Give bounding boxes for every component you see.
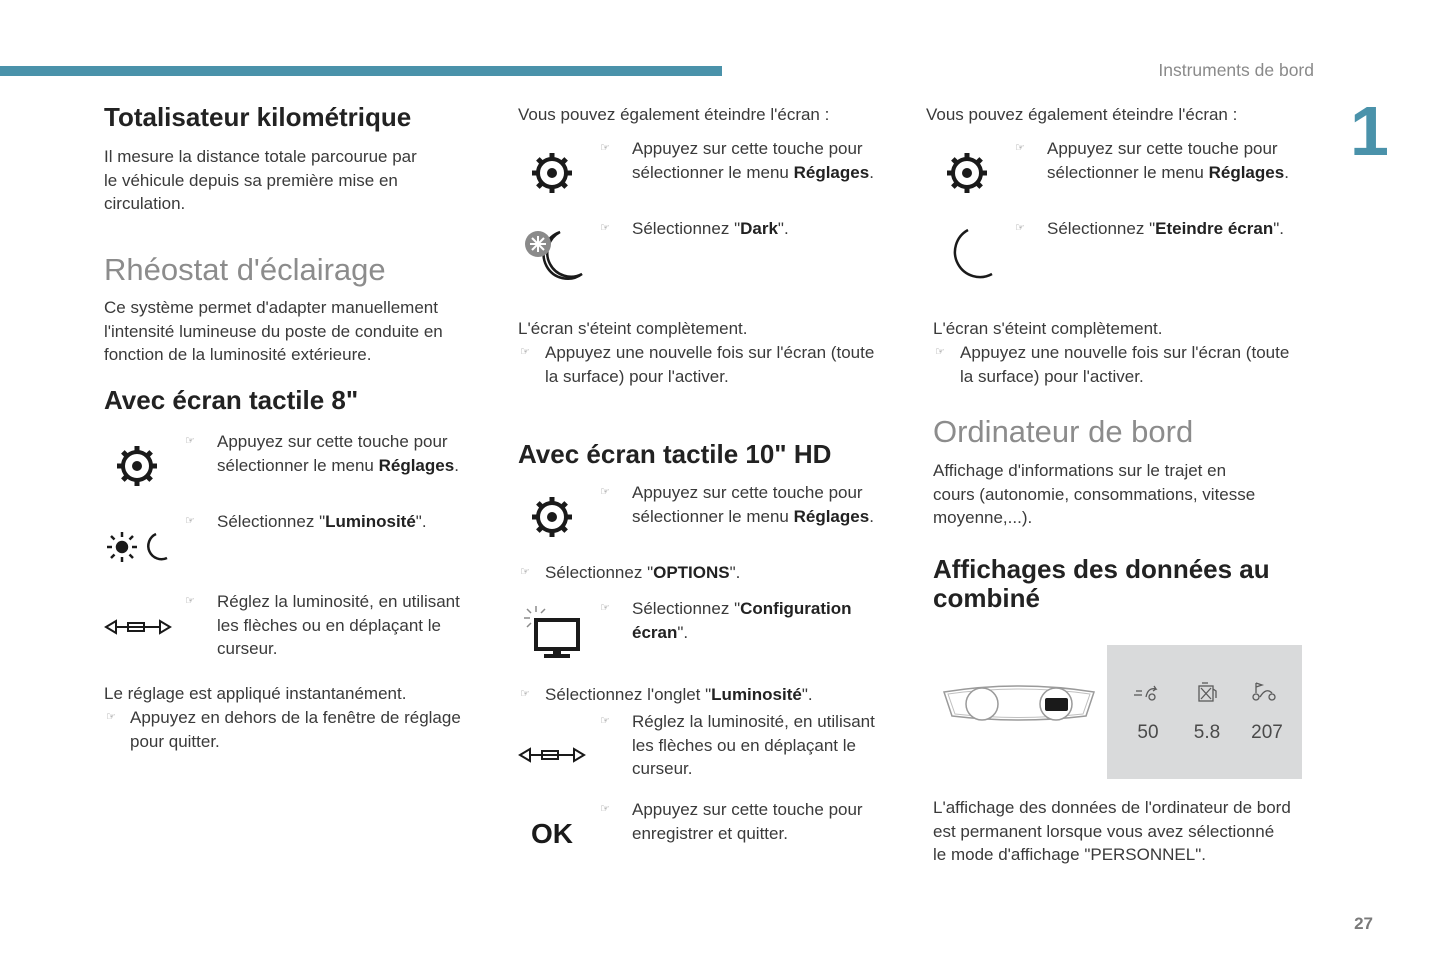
step-text — [632, 710, 875, 781]
text-run: ". — [777, 219, 789, 238]
rheostat-line: l'intensité lumineuse du poste de conduite en — [104, 321, 443, 341]
slider-arrows-icon — [104, 618, 172, 636]
brightness-sun-moon-icon — [104, 528, 170, 566]
menu-name: Réglages — [378, 455, 455, 475]
step-line: Réglez la luminosité, en utilisant — [217, 592, 460, 611]
hand-pointer-icon: ☞ — [600, 486, 610, 498]
gear-icon — [530, 151, 574, 195]
text-run: Sélectionnez " — [545, 563, 654, 582]
screen-off-text: L'écran s'éteint complètement. — [518, 319, 748, 338]
step-line — [632, 621, 852, 645]
reactivate-text — [545, 341, 874, 388]
step-line: Appuyez sur cette touche pour — [217, 432, 448, 451]
step-line: Appuyez en dehors de la fenêtre de réglage — [130, 708, 461, 727]
range-icon — [1132, 683, 1162, 703]
text-run: sélectionner le menu — [632, 506, 794, 526]
text-run: ". — [677, 622, 689, 642]
text-run: Sélectionnez " — [632, 599, 741, 618]
step-line: Appuyez sur cette touche pour — [1047, 139, 1278, 158]
step-text — [632, 217, 789, 241]
step-line: Affichage d'informations sur le trajet en — [933, 461, 1227, 480]
dark-mode-moon-icon — [522, 228, 586, 284]
text-run: Sélectionnez l'onglet " — [545, 685, 712, 704]
fuel-consumption-icon — [1195, 681, 1219, 703]
step-line: les flèches ou en déplaçant le — [632, 735, 856, 755]
hand-pointer-icon: ☞ — [600, 602, 610, 614]
hand-pointer-icon: ☞ — [935, 346, 945, 358]
step-text — [545, 683, 813, 707]
hand-pointer-icon: ☞ — [600, 222, 610, 234]
step-text — [632, 137, 874, 184]
menu-name: Réglages — [1208, 162, 1285, 182]
option-name: écran — [632, 622, 678, 642]
text-run: . — [454, 455, 459, 475]
moon-icon — [940, 226, 996, 284]
step-line: Appuyez sur cette touche pour — [632, 800, 863, 819]
step-line: la surface) pour l'activer. — [545, 366, 729, 386]
option-name: Luminosité — [325, 512, 416, 531]
text-run: . — [869, 162, 874, 182]
cluster-display-title — [933, 555, 1270, 613]
hand-pointer-icon: ☞ — [520, 566, 530, 578]
step-line — [217, 454, 459, 478]
trip-computer-title: Ordinateur de bord — [933, 414, 1194, 449]
rheostat-line: Ce système permet d'adapter manuellement — [104, 298, 438, 317]
permanent-display-text — [933, 796, 1291, 867]
screen-config-icon — [520, 604, 584, 660]
ok-button-icon: OK — [531, 818, 573, 849]
hand-pointer-icon: ☞ — [520, 688, 530, 700]
gear-icon — [945, 151, 989, 195]
text-run: . — [869, 506, 874, 526]
cluster-lcd-panel — [1107, 645, 1302, 779]
option-name: Configuration — [740, 599, 852, 618]
reactivate-text — [960, 341, 1289, 388]
hand-pointer-icon: ☞ — [1015, 222, 1025, 234]
text-run: Sélectionnez " — [217, 512, 326, 531]
step-line: moyenne,...). — [933, 508, 1033, 528]
rheostat-title: Rhéostat d'éclairage — [104, 252, 386, 287]
text-run: Sélectionnez " — [1047, 219, 1156, 238]
text-run: sélectionner le menu — [217, 455, 379, 475]
step-line — [632, 597, 852, 621]
option-name: Dark — [740, 219, 778, 238]
text-run: . — [1284, 162, 1289, 182]
text-run: Sélectionnez " — [632, 219, 741, 238]
option-name: Eteindre écran — [1155, 219, 1274, 238]
screen10-title: Avec écran tactile 10" HD — [518, 439, 832, 469]
hand-pointer-icon: ☞ — [1015, 142, 1025, 154]
step-text — [632, 597, 852, 644]
switch-off-intro: Vous pouvez également éteindre l'écran : — [518, 105, 830, 124]
step-line: curseur. — [632, 759, 693, 779]
gear-icon — [530, 495, 574, 539]
instrument-cluster-illustration — [940, 682, 1098, 724]
step-line — [1047, 161, 1289, 185]
slider-arrows-icon — [518, 746, 586, 764]
text-run: ". — [801, 685, 813, 704]
chapter-number: 1 — [1350, 92, 1389, 170]
section-header: Instruments de bord — [1158, 60, 1314, 80]
text-run: ". — [729, 563, 741, 582]
gear-icon — [115, 444, 159, 488]
lcd-value-distance: 207 — [1251, 722, 1283, 743]
odometer-line: circulation. — [104, 194, 186, 214]
step-text — [217, 590, 460, 661]
rheostat-text — [104, 296, 443, 367]
menu-name: Réglages — [793, 506, 870, 526]
header-accent-bar — [0, 66, 722, 76]
odometer-line: le véhicule depuis sa première mise en — [104, 170, 398, 190]
step-line: Réglez la luminosité, en utilisant — [632, 712, 875, 731]
step-text — [1047, 137, 1289, 184]
switch-off-intro: Vous pouvez également éteindre l'écran : — [926, 105, 1238, 124]
hand-pointer-icon: ☞ — [106, 711, 116, 723]
step-line — [632, 161, 874, 185]
step-text — [1047, 217, 1284, 241]
title-line: Affichages des données au — [933, 554, 1270, 584]
step-text — [632, 481, 874, 528]
step-line: Appuyez sur cette touche pour — [632, 139, 863, 158]
quit-text — [130, 706, 461, 753]
step-line: est permanent lorsque vous avez sélectionné — [933, 821, 1275, 841]
hand-pointer-icon: ☞ — [520, 346, 530, 358]
hand-pointer-icon: ☞ — [600, 142, 610, 154]
hand-pointer-icon: ☞ — [185, 515, 195, 527]
step-line: cours (autonomie, consommations, vitesse — [933, 484, 1256, 504]
applied-text: Le réglage est appliqué instantanément. — [104, 684, 407, 703]
page-number: 27 — [1354, 914, 1373, 933]
rheostat-line: fonction de la luminosité extérieure. — [104, 345, 372, 365]
step-line: Appuyez une nouvelle fois sur l'écran (toute — [545, 343, 875, 362]
screen-off-text: L'écran s'éteint complètement. — [933, 319, 1163, 338]
step-text — [632, 798, 863, 845]
text-run: sélectionner le menu — [1047, 162, 1209, 182]
step-line: Appuyez une nouvelle fois sur l'écran (toute — [960, 343, 1290, 362]
step-line — [632, 505, 874, 529]
distance-icon — [1252, 681, 1278, 703]
hand-pointer-icon: ☞ — [600, 715, 610, 727]
trip-computer-text — [933, 459, 1255, 530]
hand-pointer-icon: ☞ — [185, 595, 195, 607]
step-line: curseur. — [217, 639, 278, 659]
odometer-title: Totalisateur kilométrique — [104, 102, 412, 132]
step-line: L'affichage des données de l'ordinateur de bord — [933, 798, 1291, 817]
option-name: Luminosité — [711, 685, 802, 704]
odometer-text — [104, 145, 417, 216]
text-run: sélectionner le menu — [632, 162, 794, 182]
title-line: combiné — [933, 583, 1040, 613]
lcd-value-range: 50 — [1137, 722, 1159, 743]
screen8-title: Avec écran tactile 8" — [104, 385, 359, 415]
hand-pointer-icon: ☞ — [185, 435, 195, 447]
odometer-line: Il mesure la distance totale parcourue par — [104, 147, 417, 166]
lcd-value-consumption: 5.8 — [1193, 722, 1221, 743]
step-line: pour quitter. — [130, 731, 220, 751]
option-name: OPTIONS — [653, 563, 730, 582]
step-text — [545, 561, 740, 585]
menu-name: Réglages — [793, 162, 870, 182]
step-line: le mode d'affichage "PERSONNEL". — [933, 845, 1206, 865]
step-line: les flèches ou en déplaçant le — [217, 615, 441, 635]
hand-pointer-icon: ☞ — [600, 803, 610, 815]
step-line: enregistrer et quitter. — [632, 823, 788, 843]
text-run: ". — [1273, 219, 1284, 238]
step-text — [217, 510, 427, 534]
step-line: Appuyez sur cette touche pour — [632, 483, 863, 502]
text-run: ". — [415, 512, 427, 531]
step-text — [217, 430, 459, 477]
step-line: la surface) pour l'activer. — [960, 366, 1144, 386]
